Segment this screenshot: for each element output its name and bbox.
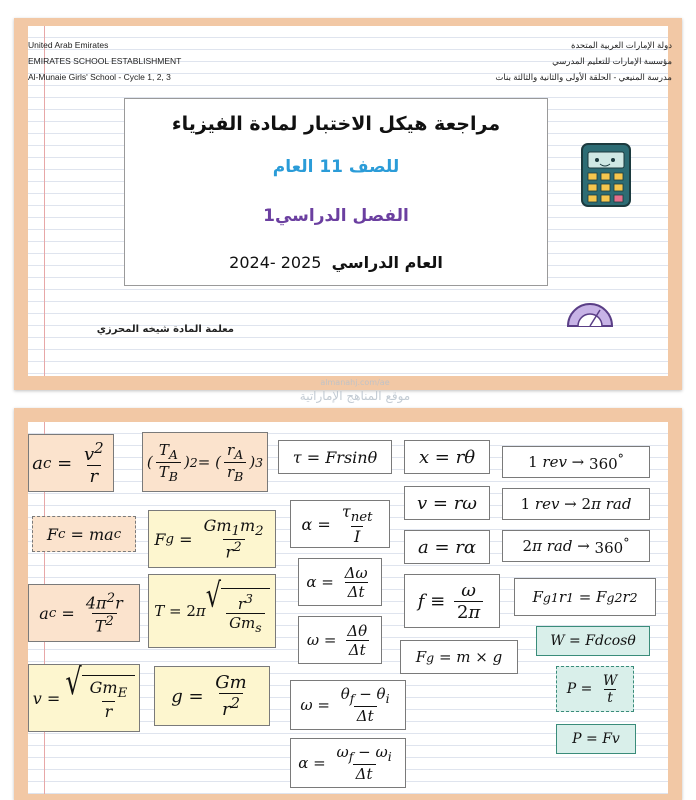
- year-label: العام الدراسي: [331, 253, 443, 272]
- formula-surface-gravity: g = $\frac{Gm}{r^2}$: [154, 666, 270, 726]
- formula-kepler-third-law: ( $\frac{T_A}{T_B}$ ) 2 = ( $\frac{r_A}{r_B}$ ) 3: [142, 432, 268, 492]
- protractor-icon: [564, 298, 616, 330]
- header-right-line-1: دولة الإمارات العربية المتحدة: [570, 40, 672, 50]
- title-box: [124, 98, 548, 286]
- formula-lever-balance: F g1 r 1 = F g2 r 2: [514, 578, 656, 616]
- header-left-line-2: EMIRATES SCHOOL ESTABLISHMENT: [28, 56, 182, 66]
- title-year: [125, 253, 547, 272]
- formula-tangential-velocity: v = rω: [404, 486, 490, 520]
- formula-orbital-velocity: v = √ $\frac{Gm_E}{r}$: [28, 664, 140, 732]
- title-line-1: مراجعة هيكل الاختبار لمادة الفيزياء: [171, 113, 501, 135]
- watermark-site: موقع المناهج الإماراتية: [299, 389, 411, 403]
- formula-power-velocity: P = Fv: [556, 724, 636, 754]
- formula-angular-acc-diff: α = $\frac{\omega_f - \omega_i}{\Delta t}$: [290, 738, 406, 788]
- watermark-url: almanahj.com/ae: [320, 378, 390, 387]
- formula-angular-velocity-diff: ω = $\frac{\theta_f - \theta_i}{\Delta t}$: [290, 680, 406, 730]
- formula-rev-to-degrees: 1 rev → 360°: [502, 446, 650, 478]
- formula-torque: τ = Frsinθ: [278, 440, 392, 474]
- formula-rad-to-degrees: 2 π rad → 360°: [502, 530, 650, 562]
- teacher-name: معلمة المادة شيخه المحرزي: [96, 324, 234, 335]
- calculator-icon: [566, 124, 638, 210]
- formula-power-work: P = $\frac{W}{t}$: [556, 666, 634, 712]
- title-term: الفصل الدراسي1: [263, 206, 409, 226]
- header-left-line-1: United Arab Emirates: [28, 40, 109, 50]
- formula-centripetal-acc-period: a c = $\frac{4\pi^2r}{T^2}$: [28, 584, 140, 642]
- formula-orbital-period: T = 2 π √ $\frac{r^3}{Gm_s}$: [148, 574, 276, 648]
- formula-gravitation: F g = $\frac{Gm_1m_2}{r^2}$: [148, 510, 276, 568]
- formula-angular-velocity: ω = $\frac{\Delta\theta}{\Delta t}$: [298, 616, 382, 664]
- formula-angular-acc: α = $\frac{\tau_{net}}{I}$: [290, 500, 390, 548]
- title-grade: للصف 11 العام: [272, 157, 400, 177]
- formula-centripetal-force: F c = ma c: [32, 516, 136, 552]
- formula-rev-to-rad: 1 rev → 2 π rad: [502, 488, 650, 520]
- formula-centripetal-acc: a c = $\frac{v^2}{r}$: [28, 434, 114, 492]
- header-right-line-2: مؤسسة الإمارات للتعليم المدرسي: [552, 56, 672, 66]
- formula-tangential-acc: a = rα: [404, 530, 490, 564]
- header-right-line-3: مدرسة المنيعي - الحلقة الأولى والثانية والثالثة بنات: [495, 72, 672, 82]
- formula-avg-angular-acc: α = $\frac{\Delta\omega}{\Delta t}$: [298, 558, 382, 606]
- formula-frequency: f ≡ $\frac{\omega}{2\pi}$: [404, 574, 500, 628]
- header-left-line-3: Al-Munaie Girls' School - Cycle 1, 2, 3: [28, 72, 171, 82]
- formula-weight: F g = m × g: [400, 640, 518, 674]
- formula-arc-length: x = rθ: [404, 440, 490, 474]
- year-value: 2024- 2025: [229, 253, 322, 272]
- formula-work: W = Fdcosθ: [536, 626, 650, 656]
